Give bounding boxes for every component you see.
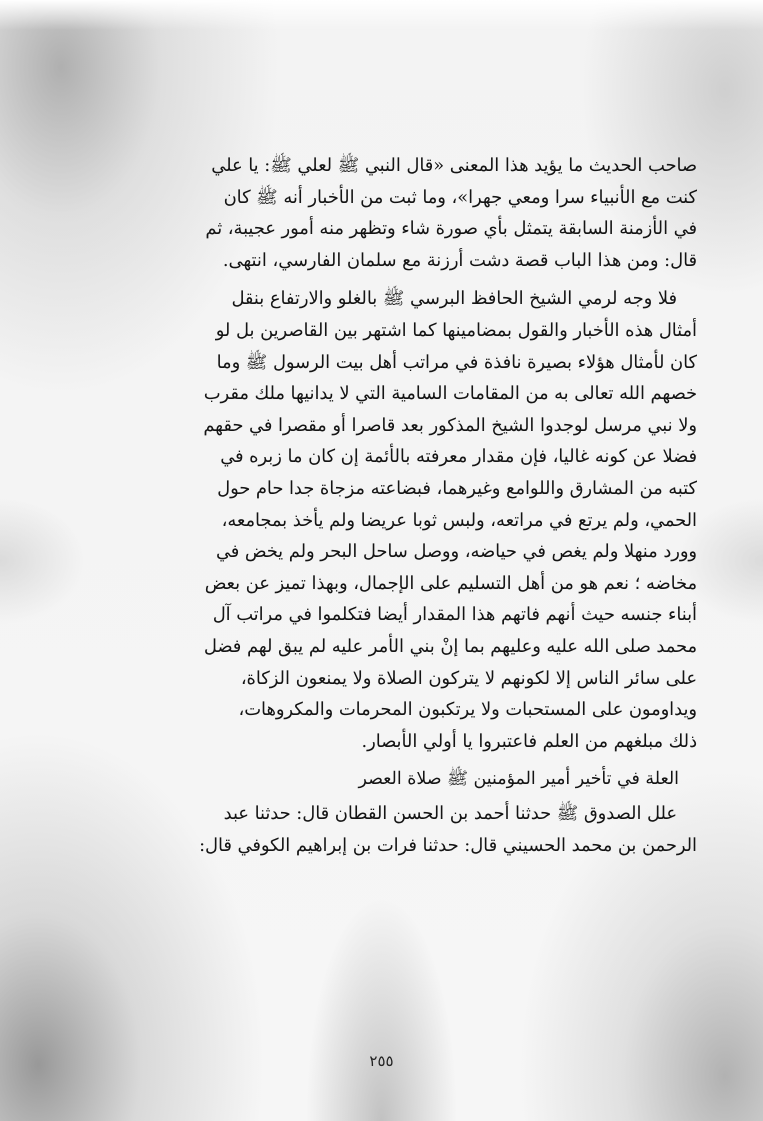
text-line: كان لأمثال هؤلاء بصيرة نافذة في مراتب أهل بيت الرسول ﷺ وما bbox=[216, 351, 697, 373]
text-line: أمثال هذه الأخبار والقول بمضامينها كما اشتهر بين القاصرين بل لو bbox=[215, 319, 697, 341]
text-line: ذلك مبلغهم من العلم فاعتبروا يا أولي الأبصار. bbox=[361, 730, 697, 752]
text-line: ولا نبي مرسل لوجدوا الشيخ المذكور بعد قاصرا أو مقصرا في حقهم bbox=[203, 414, 697, 436]
text-line: فلا وجه لرمي الشيخ الحافظ البرسي ﷺ بالغلو والارتفاع بنقل bbox=[231, 288, 677, 310]
paragraph-gap bbox=[122, 757, 697, 764]
body-text bbox=[122, 150, 697, 861]
text-line: خصهم الله تعالى به من المقامات السامية التي لا يدانيها ملك مقرب bbox=[203, 383, 697, 405]
text-line: في الأزمنة السابقة يتمثل بأي صورة شاء وتظهر منه أمور عجيبة، ثم bbox=[205, 218, 697, 240]
paragraph-3 bbox=[122, 798, 697, 861]
text-line: الحمي، ولم يرتع في مراتعه، ولبس ثوبا عريضا ولم يأخذ بمجامعه، bbox=[221, 509, 697, 531]
text-line: أبناء جنسه حيث أنهم فاتهم هذا المقدار أيضا فتكلموا في مراتب آل bbox=[212, 604, 697, 626]
text-line: على سائر الناس إلا لكونهم لا يتركون الصلاة ولا يمنعون الزكاة، bbox=[240, 667, 697, 689]
text-line: وورد منهلا ولم يغص في حياضه، ووصل ساحل البحر ولم يخض في bbox=[215, 541, 697, 563]
page-number: ٢٥٥ bbox=[369, 1052, 394, 1070]
text-line: فضلا عن كونه غاليا، فإن مقدار معرفته بالأئمة إن كان ما زبره في bbox=[220, 446, 697, 468]
text-line: كتبه من المشارق واللوامع وغيرهما، فبضاعته مزجاة جدا حام حول bbox=[217, 477, 697, 499]
text-line: كنت مع الأنبياء سرا ومعي جهرا»، وما ثبت من الأخبار أنه ﷺ كان bbox=[223, 186, 697, 208]
text-line: مخاضه ؛ نعم هو من أهل التسليم على الإجمال، وبهذا تميز عن بعض bbox=[204, 572, 697, 594]
paragraph-2 bbox=[122, 283, 697, 757]
text-line: قال: ومن هذا الباب قصة دشت أرزنة مع سلمان الفارسي، انتهى. bbox=[222, 249, 697, 271]
section-heading: العلة في تأخير أمير المؤمنين ﷺ صلاة العصر bbox=[358, 769, 679, 790]
text-line: صاحب الحديث ما يؤيد هذا المعنى «قال النبي ﷺ لعلي ﷺ: يا علي bbox=[211, 155, 697, 176]
text-line: علل الصدوق ﷺ حدثنا أحمد بن الحسن القطان قال: حدثنا عبد bbox=[223, 803, 677, 825]
paragraph-gap bbox=[122, 276, 697, 283]
text-line: ويداومون على المستحبات ولا يرتكبون المحرمات والمكروهات، bbox=[238, 699, 697, 721]
paragraph-1 bbox=[122, 150, 697, 276]
text-line: محمد صلى الله عليه وعليهم بما إنْ بني الأمر عليه لم يبق لهم فضل bbox=[203, 635, 697, 657]
page-edge bbox=[0, 0, 763, 30]
text-line: الرحمن بن محمد الحسيني قال: حدثنا فرات بن إبراهيم الكوفي قال: bbox=[199, 834, 697, 856]
